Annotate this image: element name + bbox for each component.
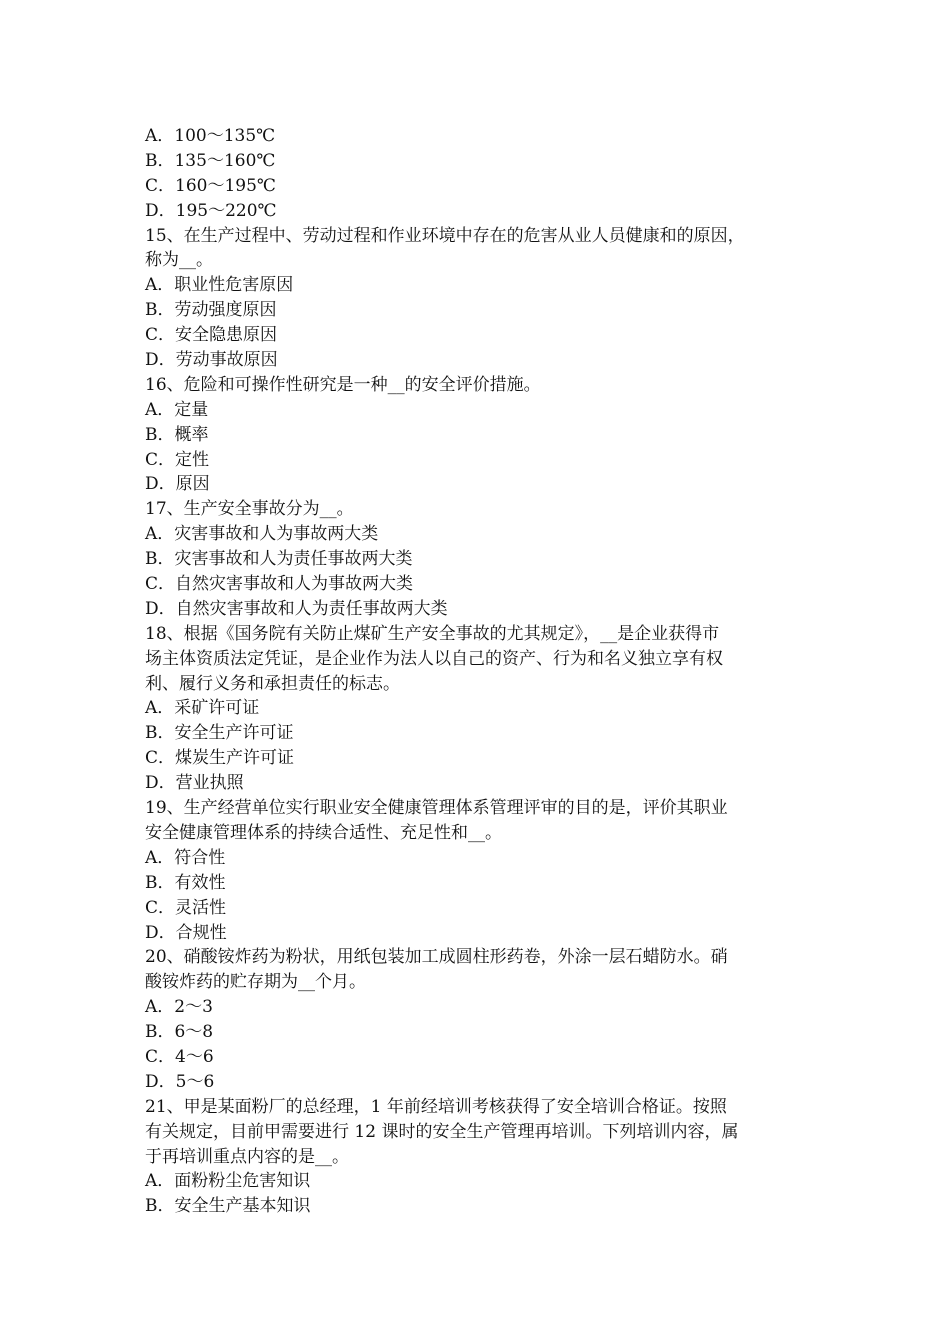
option-line: A．定量 (145, 399, 209, 420)
option-line: B．有效性 (145, 872, 226, 893)
option-line: A．100～135℃ (145, 126, 276, 146)
option-line: A．采矿许可证 (145, 698, 260, 719)
option-line: A．面粉粉尘危害知识 (145, 1171, 311, 1192)
question-18-line: 场主体资质法定凭证，是企业作为法人以自己的资产、行为和名义独立享有权 (145, 648, 723, 669)
option-line: D．劳动事故原因 (145, 350, 278, 371)
option-line: A．职业性危害原因 (145, 275, 294, 296)
question-20-line: 酸铵炸药的贮存期为__个月。 (145, 972, 366, 993)
question-16-line: 16、危险和可操作性研究是一种__的安全评价措施。 (145, 374, 541, 395)
option-line: C．灵活性 (145, 897, 227, 918)
option-line: A．符合性 (145, 847, 226, 868)
document-page (145, 124, 813, 1219)
option-line: B．概率 (145, 424, 209, 445)
option-line: C．4～6 (145, 1046, 214, 1067)
question-21-line: 21、甲是某面粉厂的总经理，1 年前经培训考核获得了安全培训合格证。按照 (145, 1096, 727, 1117)
option-line: B．安全生产许可证 (145, 723, 294, 744)
question-20-line: 20、硝酸铵炸药为粉状，用纸包装加工成圆柱形药卷，外涂一层石蜡防水。硝 (145, 947, 728, 968)
option-line: D．自然灾害事故和人为责任事故两大类 (145, 598, 448, 619)
option-line: C．煤炭生产许可证 (145, 748, 295, 769)
option-line: C．160～195℃ (145, 175, 276, 196)
option-line: A．灾害事故和人为事故两大类 (145, 524, 379, 545)
question-18-line: 利、履行义务和承担责任的标志。 (145, 673, 400, 694)
option-line: C．定性 (145, 449, 210, 470)
option-line: C．安全隐患原因 (145, 325, 278, 346)
option-line: D．营业执照 (145, 773, 244, 794)
option-line: B．135～160℃ (145, 150, 276, 171)
question-15-line: 15、在生产过程中、劳动过程和作业环境中存在的危害从业人员健康和的原因， (145, 225, 745, 246)
option-line: B．灾害事故和人为责任事故两大类 (145, 549, 413, 570)
question-21-line: 有关规定，目前甲需要进行 12 课时的安全生产管理再培训。下列培训内容，属 (145, 1121, 739, 1142)
option-line: D．合规性 (145, 922, 227, 943)
question-17-line: 17、生产安全事故分为__。 (145, 499, 354, 520)
question-18-line: 18、根据《国务院有关防止煤矿生产安全事故的尤其规定》，__是企业获得市 (145, 623, 720, 644)
option-line: D．195～220℃ (145, 200, 277, 221)
question-21-line: 于再培训重点内容的是__。 (145, 1146, 349, 1167)
question-19-line: 安全健康管理体系的持续合适性、充足性和__。 (145, 822, 502, 843)
option-line: A．2～3 (145, 997, 213, 1018)
question-19-line: 19、生产经营单位实行职业安全健康管理体系管理评审的目的是，评价其职业 (145, 798, 728, 819)
option-line: B．安全生产基本知识 (145, 1196, 311, 1217)
option-line: B．劳动强度原因 (145, 300, 277, 321)
option-line: C．自然灾害事故和人为事故两大类 (145, 574, 414, 595)
option-line: D．原因 (145, 474, 210, 495)
option-line: D．5～6 (145, 1071, 215, 1092)
question-15-line: 称为__。 (145, 250, 213, 271)
option-line: B．6～8 (145, 1022, 214, 1043)
